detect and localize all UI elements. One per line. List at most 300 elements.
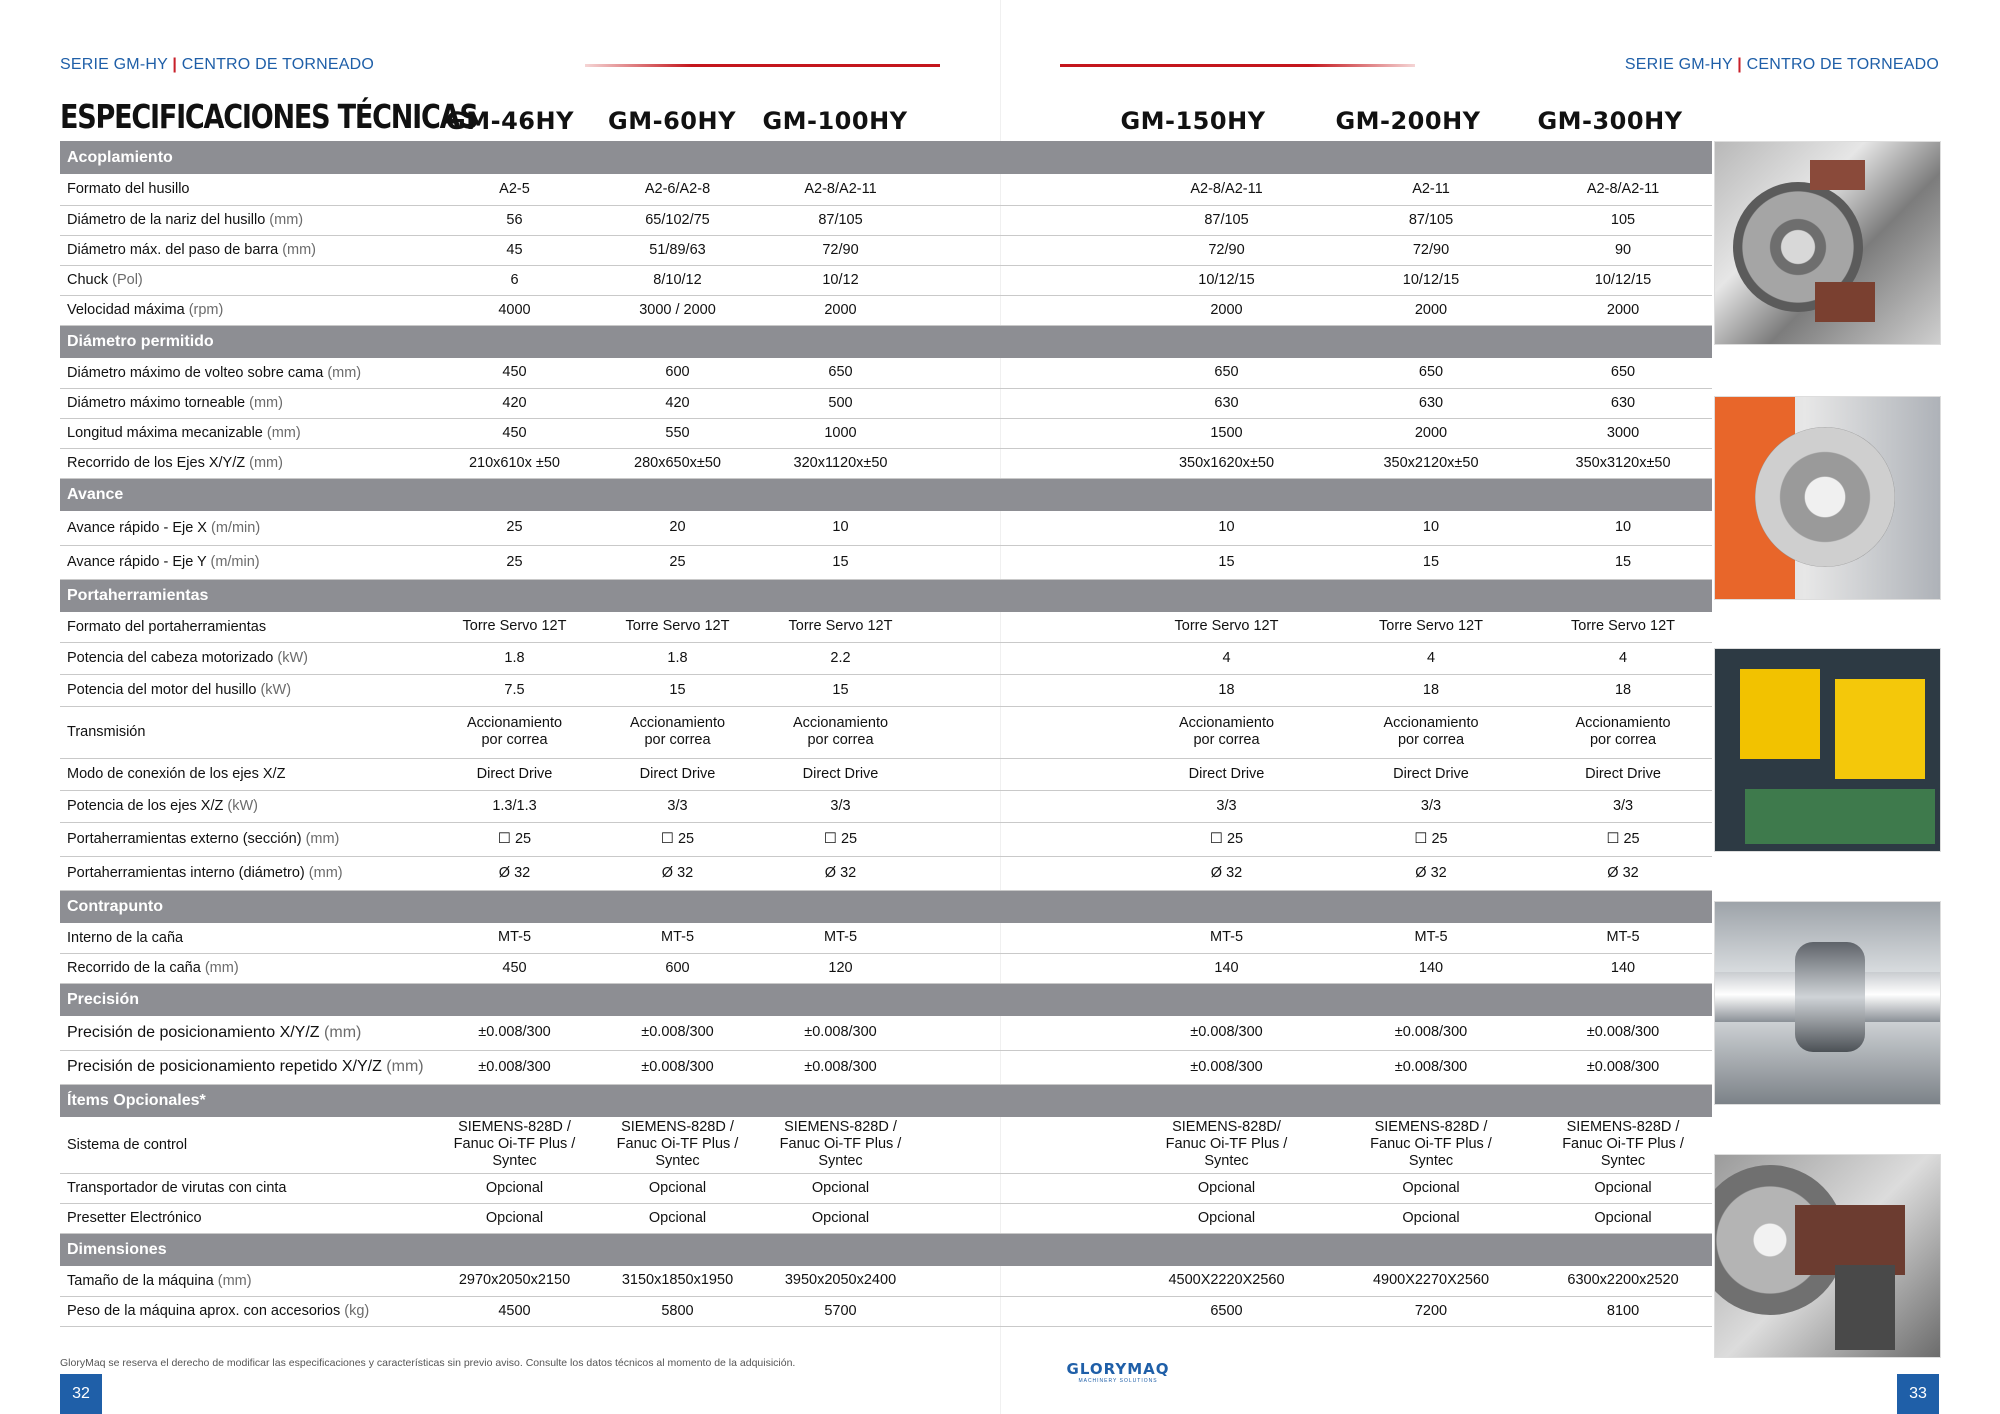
header-section: CENTRO DE TORNEADO (1746, 56, 1939, 73)
spec-value: 45 (433, 235, 596, 265)
spec-label (60, 758, 433, 790)
spec-value: Torre Servo 12T (1125, 612, 1328, 642)
spec-value: A2-8/A2-11 (1534, 174, 1712, 205)
spec-value: Ø 32 (1328, 856, 1534, 890)
logo-subtitle: MACHINERY SOLUTIONS (1078, 1378, 1158, 1384)
spec-row (60, 418, 1712, 448)
spec-row (60, 923, 1712, 953)
spec-value: 2000 (1328, 418, 1534, 448)
spacer-cell (922, 1296, 1125, 1326)
spec-value: 18 (1534, 674, 1712, 706)
spec-unit: (kW) (227, 798, 258, 814)
spec-value: Direct Drive (1328, 758, 1534, 790)
spec-label-text: Avance rápido - Eje X (67, 519, 207, 536)
spec-table (60, 141, 1712, 1327)
spacer-cell (922, 758, 1125, 790)
spec-value: 350x2120x±50 (1328, 448, 1534, 478)
spec-value: ☐ 25 (1125, 822, 1328, 856)
company-logo (1058, 1360, 1178, 1384)
spec-value: Ø 32 (1534, 856, 1712, 890)
spec-value: 87/105 (759, 205, 922, 235)
spec-value: 3000 / 2000 (596, 295, 759, 325)
spec-row (60, 388, 1712, 418)
spacer-cell (922, 545, 1125, 579)
spec-value: Ø 32 (1125, 856, 1328, 890)
spec-label-text: Transmisión (67, 724, 146, 740)
spec-value: 10/12 (759, 265, 922, 295)
spec-value: 10 (1125, 511, 1328, 545)
spec-value: ☐ 25 (433, 822, 596, 856)
spec-value: MT-5 (1328, 923, 1534, 953)
spec-value: 3/3 (1534, 790, 1712, 822)
spec-row (60, 448, 1712, 478)
spec-value: Torre Servo 12T (433, 612, 596, 642)
spec-value: SIEMENS-828D / Fanuc Oi-TF Plus / Syntec (1534, 1117, 1712, 1173)
spec-value: 10 (759, 511, 922, 545)
spec-row (60, 511, 1712, 545)
spec-value: ±0.008/300 (1328, 1050, 1534, 1084)
spec-value: Opcional (433, 1173, 596, 1203)
spec-row (60, 1266, 1712, 1296)
spec-value: 1.8 (433, 642, 596, 674)
spec-label-text: Potencia del motor del husillo (67, 682, 257, 698)
product-photo-chuck (1714, 396, 1941, 600)
spec-value: 450 (433, 418, 596, 448)
spec-value: MT-5 (1534, 923, 1712, 953)
spec-label (60, 953, 433, 983)
section-header (60, 478, 1712, 511)
spec-value: Accionamiento por correa (1328, 706, 1534, 758)
spec-value: 15 (759, 674, 922, 706)
spec-value: SIEMENS-828D/ Fanuc Oi-TF Plus / Syntec (1125, 1117, 1328, 1173)
model-heading: GM-60HY (608, 107, 736, 135)
spec-label-text: Formato del portaherramientas (67, 618, 267, 635)
spec-value: 72/90 (1125, 235, 1328, 265)
spec-value: Accionamiento por correa (1534, 706, 1712, 758)
spec-label (60, 790, 433, 822)
product-photo-turret (1714, 141, 1941, 345)
spec-value: 87/105 (1125, 205, 1328, 235)
spec-label (60, 923, 433, 953)
spec-value: 2000 (1534, 295, 1712, 325)
spec-value: 420 (596, 388, 759, 418)
spec-value: 140 (1534, 953, 1712, 983)
spec-value: 650 (759, 358, 922, 388)
spec-unit: (m/min) (210, 554, 260, 570)
spec-value: 350x3120x±50 (1534, 448, 1712, 478)
spec-value: 650 (1328, 358, 1534, 388)
spec-row (60, 642, 1712, 674)
spec-label-text: Portaherramientas externo (sección) (67, 831, 302, 847)
spacer-cell (922, 174, 1125, 205)
spec-value: 10 (1534, 511, 1712, 545)
spec-value: ±0.008/300 (596, 1016, 759, 1050)
spec-value: Direct Drive (1125, 758, 1328, 790)
spec-value: ±0.008/300 (1125, 1050, 1328, 1084)
spec-label (60, 1117, 433, 1173)
spec-label-text: Chuck (67, 272, 113, 288)
spec-unit: (mm) (324, 1023, 362, 1041)
spec-value: SIEMENS-828D / Fanuc Oi-TF Plus / Syntec (596, 1117, 759, 1173)
spec-unit: (mm) (249, 455, 283, 471)
spec-value: 6300x2200x2520 (1534, 1266, 1712, 1296)
spec-value: 350x1620x±50 (1125, 448, 1328, 478)
spec-row (60, 1296, 1712, 1326)
spec-unit: (mm) (386, 1058, 424, 1075)
spec-row (60, 1203, 1712, 1233)
spec-unit: (m/min) (211, 519, 261, 536)
spacer-cell (922, 388, 1125, 418)
spec-value: Opcional (759, 1173, 922, 1203)
model-heading: GM-150HY (1120, 107, 1266, 135)
section-title: Precisión (60, 983, 1712, 1016)
spec-value: ±0.008/300 (1534, 1050, 1712, 1084)
spec-value: A2-11 (1328, 174, 1534, 205)
spec-label-text: Presetter Electrónico (67, 1210, 202, 1226)
spec-row (60, 953, 1712, 983)
spec-label-text: Longitud máxima mecanizable (67, 425, 263, 441)
spec-label-text: Potencia de los ejes X/Z (67, 798, 224, 814)
spec-unit: (mm) (269, 212, 304, 228)
spec-value: 450 (433, 953, 596, 983)
spec-value: Torre Servo 12T (596, 612, 759, 642)
header-separator: | (1737, 56, 1742, 73)
spec-value: SIEMENS-828D / Fanuc Oi-TF Plus / Syntec (1328, 1117, 1534, 1173)
spec-value: 4 (1534, 642, 1712, 674)
spec-value: Accionamiento por correa (596, 706, 759, 758)
spacer-cell (922, 295, 1125, 325)
spec-value: 2000 (1328, 295, 1534, 325)
spec-row (60, 1117, 1712, 1173)
spec-label-text: Diámetro máximo de volteo sobre cama (67, 364, 324, 381)
spec-value: Accionamiento por correa (1125, 706, 1328, 758)
section-header (60, 141, 1712, 174)
section-title: Portaherramientas (60, 579, 1712, 612)
model-heading: GM-100HY (762, 107, 908, 135)
spec-value: 120 (759, 953, 922, 983)
spec-value: 25 (433, 511, 596, 545)
spec-value: 15 (1125, 545, 1328, 579)
spec-value: 6 (433, 265, 596, 295)
spec-row (60, 1050, 1712, 1084)
spec-row (60, 265, 1712, 295)
spec-value: ±0.008/300 (596, 1050, 759, 1084)
spec-label (60, 388, 433, 418)
spec-value: 3/3 (759, 790, 922, 822)
spec-value: Torre Servo 12T (1534, 612, 1712, 642)
spec-value: 1.3/1.3 (433, 790, 596, 822)
header-series: SERIE GM-HY (1624, 56, 1733, 73)
section-header (60, 1084, 1712, 1117)
spec-value: 72/90 (1328, 235, 1534, 265)
spec-value: Opcional (1534, 1203, 1712, 1233)
header-right (1625, 56, 1939, 74)
spec-value: 8/10/12 (596, 265, 759, 295)
spec-value: 650 (1534, 358, 1712, 388)
spacer-cell (922, 265, 1125, 295)
page-title: ESPECIFICACIONES TÉCNICAS (60, 97, 478, 136)
spec-label (60, 856, 433, 890)
spec-value: ±0.008/300 (1125, 1016, 1328, 1050)
spec-value: 630 (1534, 388, 1712, 418)
spacer-cell (922, 642, 1125, 674)
section-title: Dimensiones (60, 1233, 1712, 1266)
spec-value: 2000 (1125, 295, 1328, 325)
spec-label (60, 511, 433, 545)
spec-value: 3150x1850x1950 (596, 1266, 759, 1296)
spec-value: Direct Drive (1534, 758, 1712, 790)
spacer-cell (922, 511, 1125, 545)
spacer-cell (922, 856, 1125, 890)
spec-value: Opcional (759, 1203, 922, 1233)
spec-value: 210x610x ±50 (433, 448, 596, 478)
spec-unit: (mm) (308, 865, 343, 881)
spec-value: 450 (433, 358, 596, 388)
spec-label (60, 295, 433, 325)
spec-row (60, 674, 1712, 706)
spec-label (60, 642, 433, 674)
spec-value: 7.5 (433, 674, 596, 706)
spec-value: MT-5 (1125, 923, 1328, 953)
spec-value: 140 (1125, 953, 1328, 983)
spec-row (60, 358, 1712, 388)
spec-value: 1500 (1125, 418, 1328, 448)
spec-row (60, 856, 1712, 890)
spec-value: 51/89/63 (596, 235, 759, 265)
spacer-cell (922, 790, 1125, 822)
spec-label (60, 822, 433, 856)
spec-value: 10/12/15 (1534, 265, 1712, 295)
spec-value: 3/3 (1328, 790, 1534, 822)
spec-unit: (mm) (204, 960, 239, 976)
spec-label-text: Transportador de virutas con cinta (67, 1180, 287, 1196)
spec-value: 25 (596, 545, 759, 579)
spec-label (60, 418, 433, 448)
spec-row (60, 790, 1712, 822)
spec-row (60, 1016, 1712, 1050)
spec-row (60, 758, 1712, 790)
page-number-left: 32 (60, 1374, 102, 1414)
spec-unit: (Pol) (112, 272, 143, 288)
spec-value: 10/12/15 (1328, 265, 1534, 295)
spec-label-text: Modo de conexión de los ejes X/Z (67, 766, 286, 782)
spec-value: 5700 (759, 1296, 922, 1326)
spec-value: Ø 32 (759, 856, 922, 890)
spec-value: ☐ 25 (1328, 822, 1534, 856)
spec-value: ±0.008/300 (759, 1050, 922, 1084)
spec-row (60, 235, 1712, 265)
spec-row (60, 545, 1712, 579)
spec-value: 2970x2050x2150 (433, 1266, 596, 1296)
spec-label (60, 358, 433, 388)
spec-label (60, 612, 433, 642)
section-header (60, 579, 1712, 612)
spec-value: SIEMENS-828D / Fanuc Oi-TF Plus / Syntec (759, 1117, 922, 1173)
spacer-cell (922, 1117, 1125, 1173)
spec-value: ±0.008/300 (433, 1050, 596, 1084)
spec-value: 2.2 (759, 642, 922, 674)
section-title: Avance (60, 478, 1712, 511)
section-title: Acoplamiento (60, 141, 1712, 174)
section-header (60, 1233, 1712, 1266)
spec-label (60, 1173, 433, 1203)
spacer-cell (922, 358, 1125, 388)
spec-label-text: Potencia del cabeza motorizado (67, 650, 274, 666)
spec-value: Opcional (596, 1203, 759, 1233)
spec-label-text: Tamaño de la máquina (67, 1272, 214, 1289)
spec-value: 550 (596, 418, 759, 448)
spec-label-text: Recorrido de los Ejes X/Y/Z (67, 455, 246, 471)
spec-value: MT-5 (433, 923, 596, 953)
spec-value: 15 (1534, 545, 1712, 579)
spec-label (60, 235, 433, 265)
spec-value: 65/102/75 (596, 205, 759, 235)
spec-value: 3/3 (1125, 790, 1328, 822)
spec-value: 72/90 (759, 235, 922, 265)
spec-value: 18 (1328, 674, 1534, 706)
spec-label-text: Interno de la caña (67, 929, 184, 946)
spec-label (60, 1016, 433, 1050)
logo-name: GLORYMAQ (1066, 1360, 1170, 1378)
section-header (60, 983, 1712, 1016)
spec-unit: (kW) (277, 650, 308, 666)
spec-value: Opcional (1328, 1203, 1534, 1233)
spec-row (60, 1173, 1712, 1203)
spec-unit: (mm) (327, 364, 362, 381)
spec-unit: (mm) (305, 831, 340, 847)
spec-label-text: Velocidad máxima (67, 302, 185, 318)
spec-label (60, 1296, 433, 1326)
spec-unit: (mm) (217, 1272, 252, 1289)
spec-value: 56 (433, 205, 596, 235)
spec-value: ☐ 25 (596, 822, 759, 856)
spec-value: 10/12/15 (1125, 265, 1328, 295)
model-heading: GM-200HY (1335, 107, 1481, 135)
spacer-cell (922, 1050, 1125, 1084)
spec-value: 630 (1125, 388, 1328, 418)
spec-unit: (mm) (249, 395, 283, 411)
spec-label (60, 448, 433, 478)
spec-value: 650 (1125, 358, 1328, 388)
spec-label-text: Formato del husillo (67, 181, 190, 198)
spec-label (60, 174, 433, 205)
spec-value: 600 (596, 358, 759, 388)
spec-value: A2-8/A2-11 (1125, 174, 1328, 205)
spec-value: 90 (1534, 235, 1712, 265)
spec-value: 105 (1534, 205, 1712, 235)
spec-value: 6500 (1125, 1296, 1328, 1326)
spacer-cell (922, 448, 1125, 478)
spec-value: ±0.008/300 (759, 1016, 922, 1050)
spec-value: SIEMENS-828D / Fanuc Oi-TF Plus / Syntec (433, 1117, 596, 1173)
spec-row (60, 706, 1712, 758)
spacer-cell (922, 822, 1125, 856)
spec-value: A2-6/A2-8 (596, 174, 759, 205)
model-heading: GM-300HY (1537, 107, 1683, 135)
header-rule-right (1060, 64, 1415, 67)
spacer-cell (922, 923, 1125, 953)
spec-value: ☐ 25 (1534, 822, 1712, 856)
spec-value: Opcional (1534, 1173, 1712, 1203)
spec-value: 630 (1328, 388, 1534, 418)
spacer-cell (922, 205, 1125, 235)
spec-value: 1.8 (596, 642, 759, 674)
spec-value: 320x1120x±50 (759, 448, 922, 478)
spec-label-text: Diámetro máximo torneable (67, 395, 246, 411)
spec-value: ±0.008/300 (1534, 1016, 1712, 1050)
spec-value: Torre Servo 12T (759, 612, 922, 642)
spec-label-text: Avance rápido - Eje Y (67, 554, 207, 570)
spec-label (60, 1203, 433, 1233)
spec-value: Accionamiento por correa (433, 706, 596, 758)
spec-row (60, 174, 1712, 205)
spec-value: Accionamiento por correa (759, 706, 922, 758)
spacer-cell (922, 1203, 1125, 1233)
header-series: SERIE GM-HY (60, 56, 168, 73)
spec-value: 4500 (433, 1296, 596, 1326)
spec-value: 8100 (1534, 1296, 1712, 1326)
spec-value: 4900X2270X2560 (1328, 1266, 1534, 1296)
spec-value: 18 (1125, 674, 1328, 706)
spec-value: 2000 (759, 295, 922, 325)
spec-value: 280x650x±50 (596, 448, 759, 478)
spec-value: 3000 (1534, 418, 1712, 448)
spacer-cell (922, 612, 1125, 642)
spec-value: Torre Servo 12T (1328, 612, 1534, 642)
spec-value: 4000 (433, 295, 596, 325)
spacer-cell (922, 1173, 1125, 1203)
product-photo-tailstock (1714, 901, 1941, 1105)
spec-value: ☐ 25 (759, 822, 922, 856)
spec-value: 1000 (759, 418, 922, 448)
spec-value: MT-5 (596, 923, 759, 953)
header-section: CENTRO DE TORNEADO (181, 56, 375, 73)
spec-value: 4 (1125, 642, 1328, 674)
model-heading: GM-46HY (446, 107, 574, 135)
spec-value: ±0.008/300 (1328, 1016, 1534, 1050)
spec-value: 87/105 (1328, 205, 1534, 235)
spec-unit: (mm) (266, 425, 301, 441)
spec-value: 20 (596, 511, 759, 545)
header-rule-left (585, 64, 940, 67)
spec-row (60, 612, 1712, 642)
spec-value: 7200 (1328, 1296, 1534, 1326)
spacer-cell (922, 1266, 1125, 1296)
spec-value: Ø 32 (433, 856, 596, 890)
section-header (60, 890, 1712, 923)
section-header (60, 325, 1712, 358)
spec-label-text: Recorrido de la caña (67, 960, 201, 976)
product-photo-tool-holder (1714, 1154, 1941, 1358)
spec-value: 3950x2050x2400 (759, 1266, 922, 1296)
spec-value: ±0.008/300 (433, 1016, 596, 1050)
spec-unit: (kg) (344, 1303, 370, 1319)
spec-value: Direct Drive (759, 758, 922, 790)
spec-value: Ø 32 (596, 856, 759, 890)
spec-value: Opcional (1125, 1203, 1328, 1233)
spec-value: 140 (1328, 953, 1534, 983)
spacer-cell (922, 1016, 1125, 1050)
spec-label (60, 1266, 433, 1296)
spec-unit: (mm) (282, 242, 317, 258)
spec-unit: (kW) (260, 682, 292, 698)
spec-value: Direct Drive (433, 758, 596, 790)
spec-value: 420 (433, 388, 596, 418)
spec-value: A2-5 (433, 174, 596, 205)
spec-value: A2-8/A2-11 (759, 174, 922, 205)
spec-label (60, 706, 433, 758)
page-number-right: 33 (1897, 1374, 1939, 1414)
